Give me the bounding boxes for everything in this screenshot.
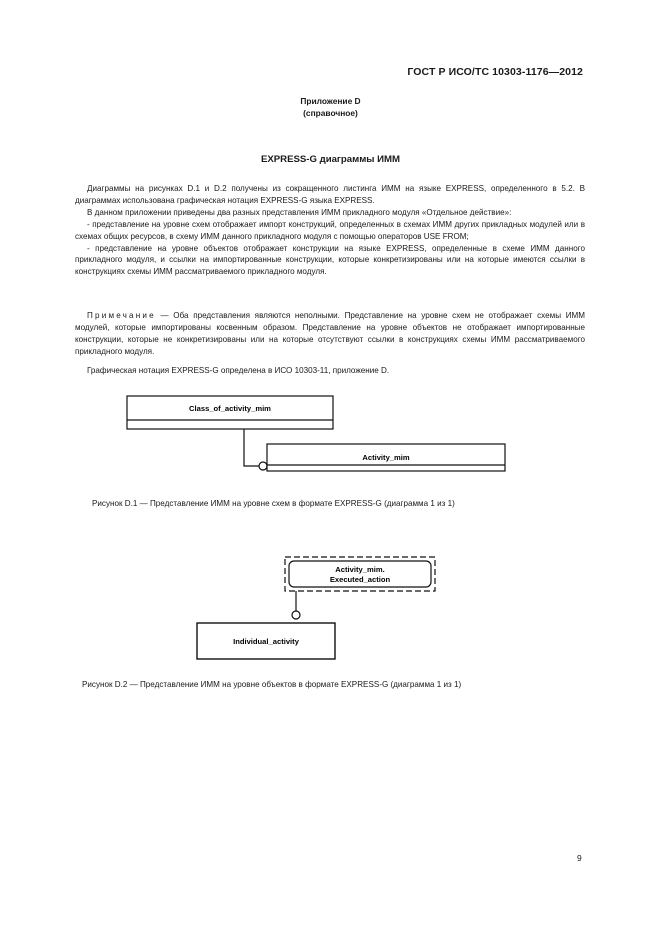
section-title: EXPRESS-G диаграммы ИММ bbox=[260, 154, 401, 165]
executed-action-line1: Activity_mim. bbox=[335, 565, 385, 574]
paragraph-4: - представление на уровне объектов отображает конструкции на языке EXPRESS, определенные в схеме ИММ данного прикладного модуля, и ссылки на импортированные конструкции, которые конкретизированы или на которые имеются ссылки в конструкциях схемы ИММ рассматриваемого прикладного модуля. bbox=[75, 243, 585, 277]
annex-title: Приложение D bbox=[300, 96, 361, 106]
class-of-activity-mim-box bbox=[127, 396, 333, 429]
activity-mim-label: Activity_mim bbox=[362, 453, 410, 462]
paragraph-6: Графическая нотация EXPRESS-G определена в ИСО 10303-11, приложение D. bbox=[87, 366, 390, 375]
subtype-end-circle bbox=[292, 611, 300, 619]
annex-status: (справочное) bbox=[303, 108, 358, 118]
class-of-activity-mim-label: Class_of_activity_mim bbox=[189, 404, 271, 413]
page-number: 9 bbox=[577, 853, 582, 863]
paragraph-3: - представление на уровне схем отображает импорт конструкций, определенных в схемах ИММ других прикладных модулей или в схемах общих ресурсов, в схему ИММ данного прикладного модуля с помощью операторов USE FROM; bbox=[75, 219, 585, 241]
activity-mim-box bbox=[267, 444, 505, 471]
paragraph-2: В данном приложении приведены два разных представления ИММ прикладного модуля «Отдельное действие»: bbox=[87, 207, 512, 217]
reference-end-circle bbox=[259, 462, 267, 470]
schema-reference-line bbox=[244, 429, 259, 466]
standard-code-header: ГОСТ Р ИСО/ТС 10303-1176—2012 bbox=[407, 66, 583, 78]
paragraph-1: Диаграммы на рисунках D.1 и D.2 получены из сокращенного листинга ИММ на языке EXPRESS, определенного в 5.2. В диаграммах использована графическая нотация EXPRESS-G языка EXPRESS. bbox=[75, 184, 585, 205]
individual-activity-label: Individual_activity bbox=[233, 637, 299, 646]
individual-activity-box bbox=[197, 623, 335, 659]
figure-d2-caption: Рисунок D.2 — Представление ИММ на уровне объектов в формате EXPRESS-G (диаграмма 1 из 1) bbox=[82, 680, 462, 689]
figure-d1-caption: Рисунок D.1 — Представление ИММ на уровне схем в формате EXPRESS-G (диаграмма 1 из 1) bbox=[92, 499, 455, 508]
executed-action-box bbox=[285, 557, 435, 591]
note-label: Примечание bbox=[87, 311, 156, 320]
note-text: — Оба представления являются неполными. Представление на уровне схем не отображает схемы ИММ модулей, которые импортированы косвенным образом. Представление на уровне объектов не отображает импортированные конструкции, которые не конкретизированы или на которые отсутствуют ссылки в конструкциях схемы ИММ рассматриваемого прикладного модуля. bbox=[75, 311, 585, 356]
executed-action-line2: Executed_action bbox=[329, 575, 391, 584]
